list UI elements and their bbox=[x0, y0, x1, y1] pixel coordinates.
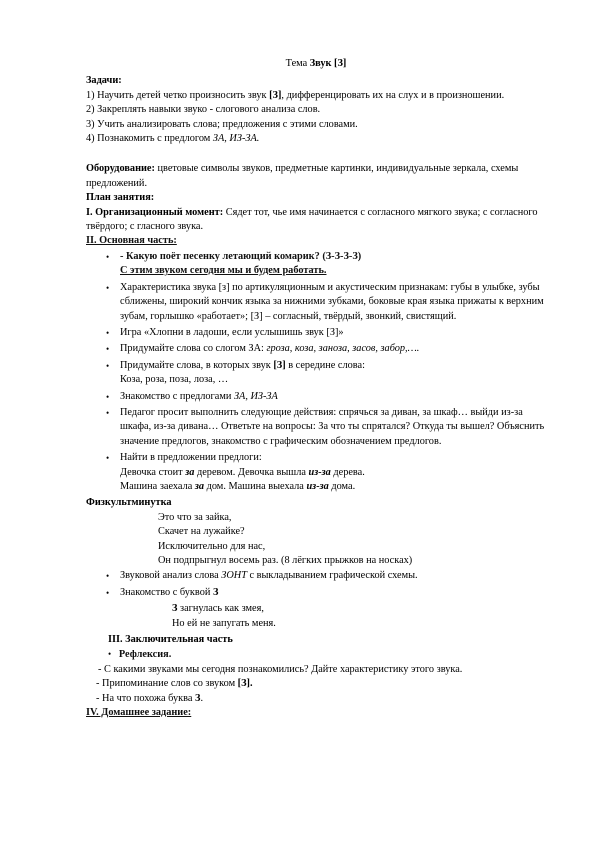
main-list bbox=[86, 250, 546, 495]
list-item-characteristic: • Характеристика звука [з] по артикуляционным и акустическим признакам: губы в улыбке, зубы сближены, широкий кончик языка за нижними зубками, боковые края языка прижаты к верхним зубам, горлышко «работает»; [З] – согласный, твёрдый, звонкий, свистящий. bbox=[106, 281, 544, 322]
final-heading: III. Заключительная часть bbox=[108, 634, 233, 646]
list-item-song: • - Какую поёт песенку летающий комарик? (З-З-З-З) С этим звуком сегодня мы и будем работать. bbox=[106, 250, 362, 277]
poem-line-1: Это что за зайка, bbox=[158, 511, 232, 523]
poem-line-2: Скачет на лужайке? bbox=[158, 526, 245, 538]
task-item-2: 2) Закреплять навыки звуко - слогового анализа слов. bbox=[86, 104, 321, 116]
poem-line-4: Он подпрыгнул восемь раз. (8 лёгких прыжков на носках) bbox=[158, 555, 413, 566]
final-question-2: - Припоминание слов со звуком [З]. bbox=[96, 678, 253, 690]
task-item-3: 3) Учить анализировать слова; предложения с этими словами. bbox=[86, 118, 358, 130]
tasks-heading: Задачи: bbox=[86, 75, 122, 87]
phys-heading: Физкультминутка bbox=[86, 497, 172, 509]
task-item-1: 1) Научить детей четко произносить звук [З], дифференцировать их на слух и в произношении. bbox=[86, 89, 505, 101]
list-item-letter: • Знакомство с буквой З bbox=[106, 586, 219, 598]
final-question-3: - На что похожа буква З. bbox=[96, 692, 204, 704]
equipment: Оборудование: цветовые символы звуков, предметные картинки, индивидуальные зеркала, схемы предложений. bbox=[86, 163, 519, 189]
list-item-find: • Найти в предложении предлоги: Девочка стоит за деревом. Девочка вышла из-за дерева. Машина заехала за дом. Машина выехала из-за дома. bbox=[106, 452, 365, 492]
main-heading: II. Основная часть: bbox=[86, 235, 177, 247]
plan-heading: План занятия: bbox=[86, 192, 155, 204]
final-question-1: - С какими звуками мы сегодня познакомились? Дайте характеристику этого звука. bbox=[98, 663, 463, 675]
document-body bbox=[86, 57, 546, 720]
letter-poem-2: Но ей не запугать меня. bbox=[172, 617, 276, 629]
poem-line-3: Исключительно для нас, bbox=[158, 540, 266, 552]
list-item-game: • Игра «Хлопни в ладоши, если услышишь звук [З]» bbox=[106, 326, 344, 338]
list-item-prepositions: • Знакомство с предлогами ЗА, ИЗ-ЗА bbox=[106, 390, 278, 402]
reflection: • Рефлексия. bbox=[108, 649, 172, 661]
list-item-analysis: • Звуковой анализ слова ЗОНТ с выкладыванием графической схемы. bbox=[106, 570, 418, 582]
letter-poem-1: З загнулась как змея, bbox=[172, 603, 264, 615]
org-moment: I. Организационный момент: Сядет тот, чье имя начинается с согласного мягкого звука; с согласного твёрдого; с гласного звука. bbox=[86, 206, 538, 233]
task-item-4: 4) Познакомить с предлогом ЗА, ИЗ-ЗА. bbox=[86, 133, 260, 145]
list-item-middle: • Придумайте слова, в которых звук [З] в середине слова: Коза, роза, поза, лоза, … bbox=[106, 359, 365, 386]
second-list bbox=[86, 569, 546, 600]
page-title: Тема Звук [З] bbox=[285, 58, 347, 69]
list-item-teacher: • Педагог просит выполнить следующие действия: спрячься за диван, за шкаф… выйди из-за шкафа, из-за дивана… Ответьте на вопросы: За что ты спрятался? Откуда ты вышел? Объяснить значение предлогов, знакомство с графическим обозначением предлогов. bbox=[106, 406, 545, 447]
list-item-syllable: • Придумайте слова со слогом ЗА: гроза, коза, заноза, засов, забор,…. bbox=[106, 343, 420, 355]
homework-heading: IV. Домашнее задание: bbox=[86, 707, 192, 719]
